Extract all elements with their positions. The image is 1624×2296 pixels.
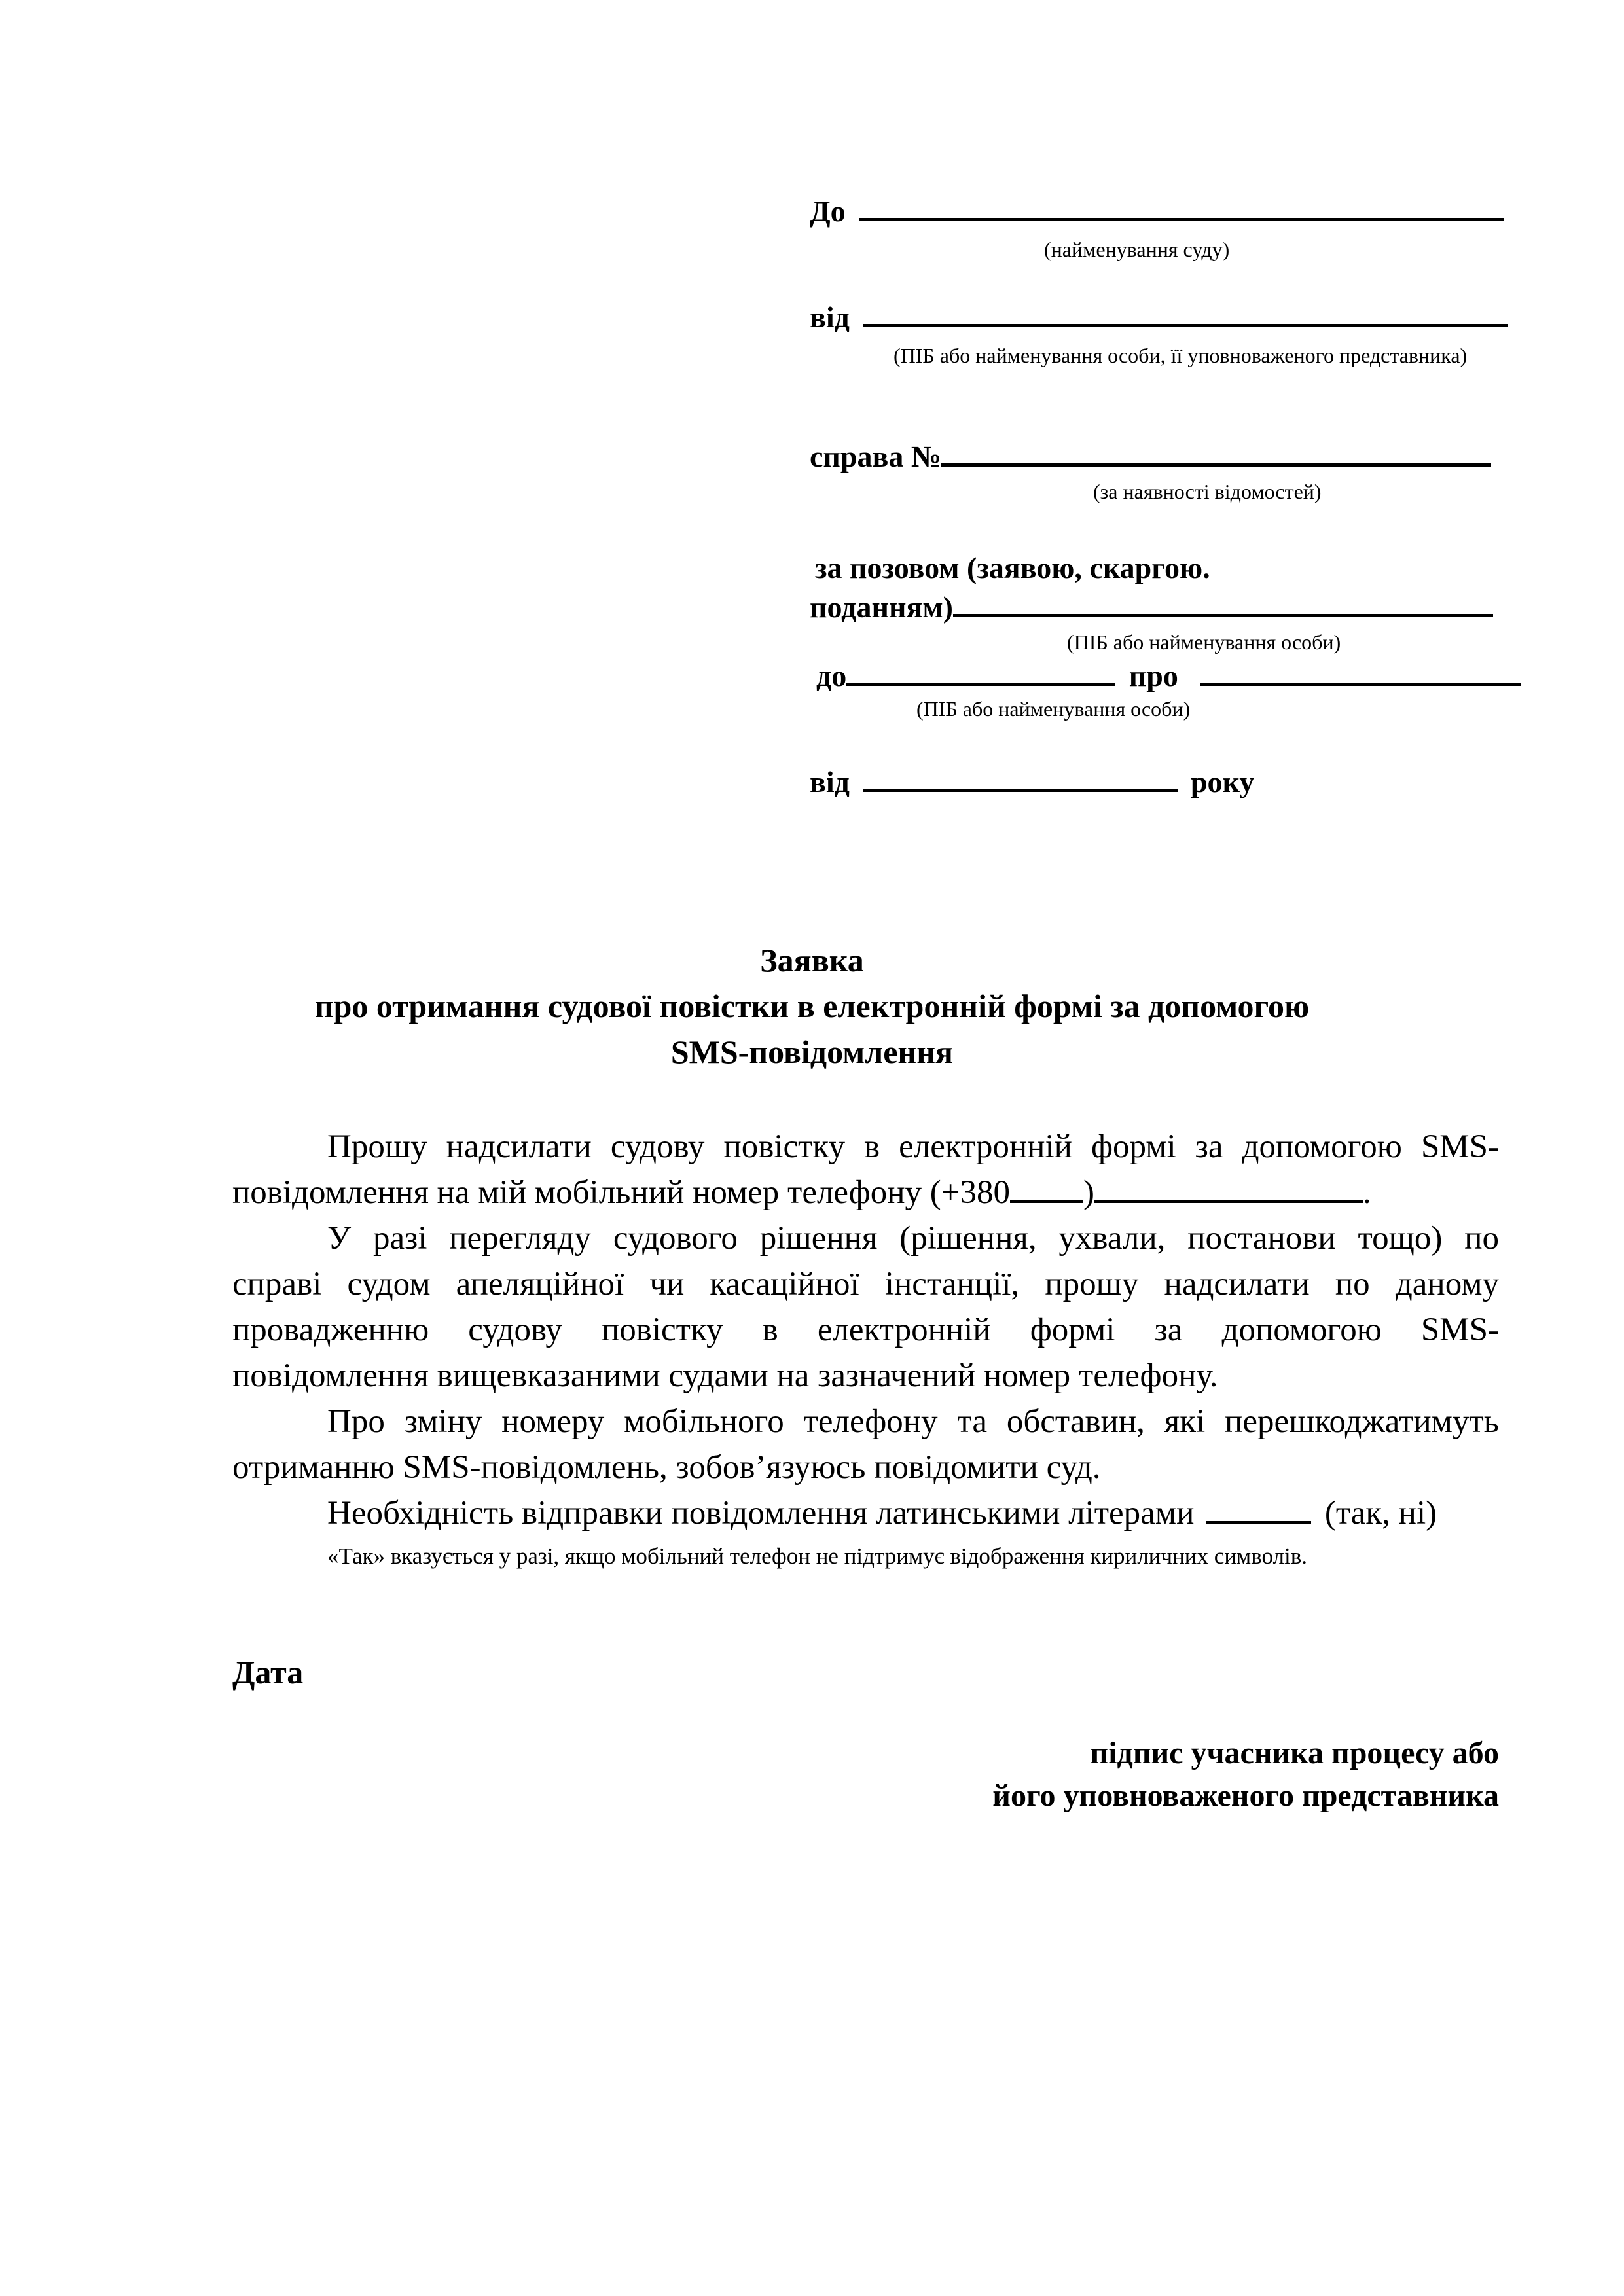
court-name-caption: (найменування суду) — [1044, 238, 1230, 261]
paragraph-2-line-2: справі судом апеляційної чи касаційної інстанції, прошу надсилати по даному — [232, 1266, 1499, 1302]
sender-name-field[interactable] — [863, 324, 1508, 327]
phone-prefix-text: повідомлення на мій мобільний номер телефону (+380 — [232, 1174, 1011, 1211]
document-subtitle: про отримання судової повістки в електронній формі за допомогою — [314, 988, 1310, 1024]
case-number-label: справа № — [810, 440, 942, 473]
sender-row — [810, 302, 1508, 332]
paragraph-1-line-2 — [232, 1176, 1371, 1210]
defendant-name-field[interactable] — [846, 683, 1115, 686]
claimant-name-field[interactable] — [953, 614, 1493, 617]
document-subtitle-sms: SMS-повідомлення — [670, 1033, 954, 1070]
paragraph-1-line-1: Прошу надсилати судову повістку в електронній формі за допомогою SMS- — [327, 1128, 1499, 1165]
court-name-field[interactable] — [859, 218, 1504, 221]
paragraph-3-line-2: отриманню SMS-повідомлень, зобов’язуюсь повідомити суд. — [232, 1449, 1101, 1486]
defendant-name-caption: (ПІБ або найменування особи) — [916, 697, 1191, 721]
signature-caption-line-1: підпис учасника процесу або — [1090, 1736, 1499, 1770]
case-number-row — [810, 442, 1491, 472]
case-number-caption: (за наявності відомостей) — [1093, 480, 1322, 503]
subject-field[interactable] — [1200, 683, 1521, 686]
signature-caption-line-2: його уповноваженого представника — [992, 1778, 1499, 1813]
date-field[interactable] — [863, 789, 1178, 792]
about-label: про — [1128, 659, 1178, 692]
paragraph-3-line-1: Про зміну номеру мобільного телефону та обставин, які перешкоджатимуть — [327, 1403, 1499, 1440]
paragraph-2-line-1: У разі перегляду судового рішення (рішення, ухвали, постанови тощо) по — [327, 1220, 1499, 1257]
sender-name-caption: (ПІБ або найменування особи, її уповноваженого представника) — [893, 344, 1468, 367]
paragraph-2-line-3: провадженню судову повістку в електронній формі за допомогою SMS- — [232, 1312, 1499, 1348]
claim-row — [810, 592, 1493, 622]
latin-letters-text: Необхідність відправки повідомлення латинськими літерами — [327, 1495, 1195, 1532]
claim-line-2: поданням) — [810, 590, 953, 624]
phone-line-period: . — [1363, 1174, 1371, 1211]
paragraph-2-line-4: повідомлення вищевказаними судами на зазначений номер телефону. — [232, 1357, 1218, 1394]
year-label: року — [1190, 765, 1255, 798]
dated-row — [810, 767, 1254, 797]
latin-letters-note: «Так» вказується у разі, якщо мобільний телефон не підтримує відображення кириличних символів. — [327, 1543, 1307, 1569]
latin-letters-options: (так, ні) — [1324, 1495, 1437, 1532]
recipient-court-row — [810, 196, 1504, 226]
phone-number-field[interactable] — [1094, 1200, 1363, 1203]
date-label: Дата — [232, 1654, 304, 1691]
to-defendant-label: до — [816, 659, 847, 692]
claimant-name-caption: (ПІБ або найменування особи) — [1067, 630, 1341, 654]
phone-close-paren: ) — [1083, 1174, 1095, 1211]
phone-operator-code-field[interactable] — [1010, 1200, 1083, 1203]
latin-letters-field[interactable] — [1206, 1521, 1311, 1524]
paragraph-4-line — [327, 1497, 1437, 1530]
claim-line-1: за позовом (заявою, скаргою. — [815, 551, 1210, 584]
from-label: від — [810, 300, 850, 334]
dated-from-label: від — [810, 765, 850, 798]
to-label: До — [810, 194, 846, 228]
document-title: Заявка — [760, 942, 864, 978]
case-number-field[interactable] — [941, 463, 1491, 467]
defendant-subject-row — [816, 661, 1521, 691]
